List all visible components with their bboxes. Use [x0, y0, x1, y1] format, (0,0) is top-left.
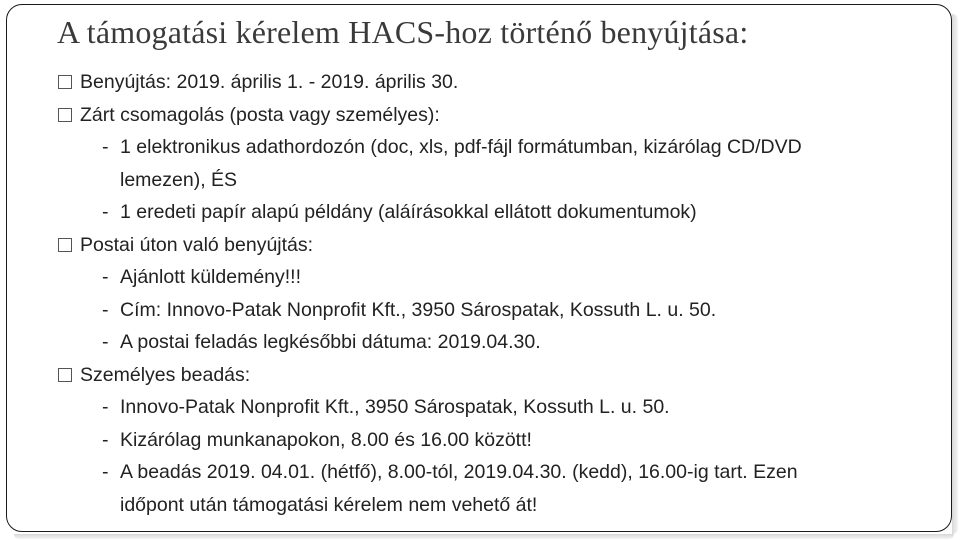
sub-list-item: [58, 261, 888, 294]
sub-list-item: [58, 131, 888, 164]
dash-marker: -: [102, 396, 109, 418]
sub-list-item: [58, 196, 888, 229]
slide-shadow-right: [952, 14, 958, 534]
sub-list-item: [58, 424, 888, 457]
dash-marker: -: [102, 331, 109, 353]
sub-list-item-text: Kizárólag munkanapokon, 8.00 és 16.00 között!: [120, 428, 532, 451]
list-item: [58, 66, 888, 99]
checkbox-bullet-icon: [58, 75, 72, 89]
dash-marker: -: [102, 461, 109, 483]
list-item: [58, 99, 888, 132]
slide-body: [58, 66, 888, 521]
sub-list-item-text: Innovo-Patak Nonprofit Kft., 3950 Sárospatak, Kossuth L. u. 50.: [120, 396, 670, 418]
sub-list-item-text: 1 eredeti papír alapú példány (aláírásokkal ellátott dokumentumok): [120, 201, 697, 223]
sub-list-item: [58, 294, 888, 327]
sub-list-item-text: A postai feladás legkésőbbi dátuma: 2019.04.30.: [120, 331, 541, 353]
sub-list-item-text: 1 elektronikus adathordozón (doc, xls, pdf-fájl formátumban, kizárólag CD/DVD: [120, 136, 802, 158]
checkbox-bullet-icon: [58, 368, 72, 382]
sub-list-item-text: Cím: Innovo-Patak Nonprofit Kft., 3950 Sárospatak, Kossuth L. u. 50.: [120, 298, 717, 321]
dash-marker: -: [102, 201, 109, 223]
sub-list-item-text: lemezen), ÉS: [120, 168, 238, 191]
slide-shadow-bottom: [14, 534, 954, 539]
list-item: [58, 229, 888, 262]
sub-list-item-continuation: [58, 164, 888, 197]
sub-list-item-text: időpont után támogatási kérelem nem vehető át!: [120, 493, 538, 516]
dash-marker: -: [102, 428, 109, 451]
sub-list-item-text: Ajánlott küldemény!!!: [120, 266, 302, 288]
list-item-text: Postai úton való benyújtás:: [80, 233, 314, 256]
sub-list-item: [58, 326, 888, 359]
list-item: [58, 359, 888, 392]
sub-list-item-continuation: [58, 489, 888, 522]
checkbox-bullet-icon: [58, 108, 72, 122]
checkbox-bullet-icon: [58, 238, 72, 252]
dash-marker: -: [102, 266, 109, 288]
sub-list-item-text: A beadás 2019. 04.01. (hétfő), 8.00-tól, 2019.04.30. (kedd), 16.00-ig tart. Ezen: [120, 461, 798, 483]
list-item-text: Benyújtás: 2019. április 1. - 2019. április 30.: [80, 71, 459, 93]
slide-title: A támogatási kérelem HACS-hoz történő benyújtása:: [57, 14, 749, 50]
sub-list-item: [58, 456, 888, 489]
dash-marker: -: [102, 136, 109, 158]
dash-marker: -: [102, 298, 109, 321]
sub-list-item: [58, 391, 888, 424]
list-item-text: Zárt csomagolás (posta vagy személyes):: [80, 103, 440, 126]
list-item-text: Személyes beadás:: [80, 363, 251, 386]
